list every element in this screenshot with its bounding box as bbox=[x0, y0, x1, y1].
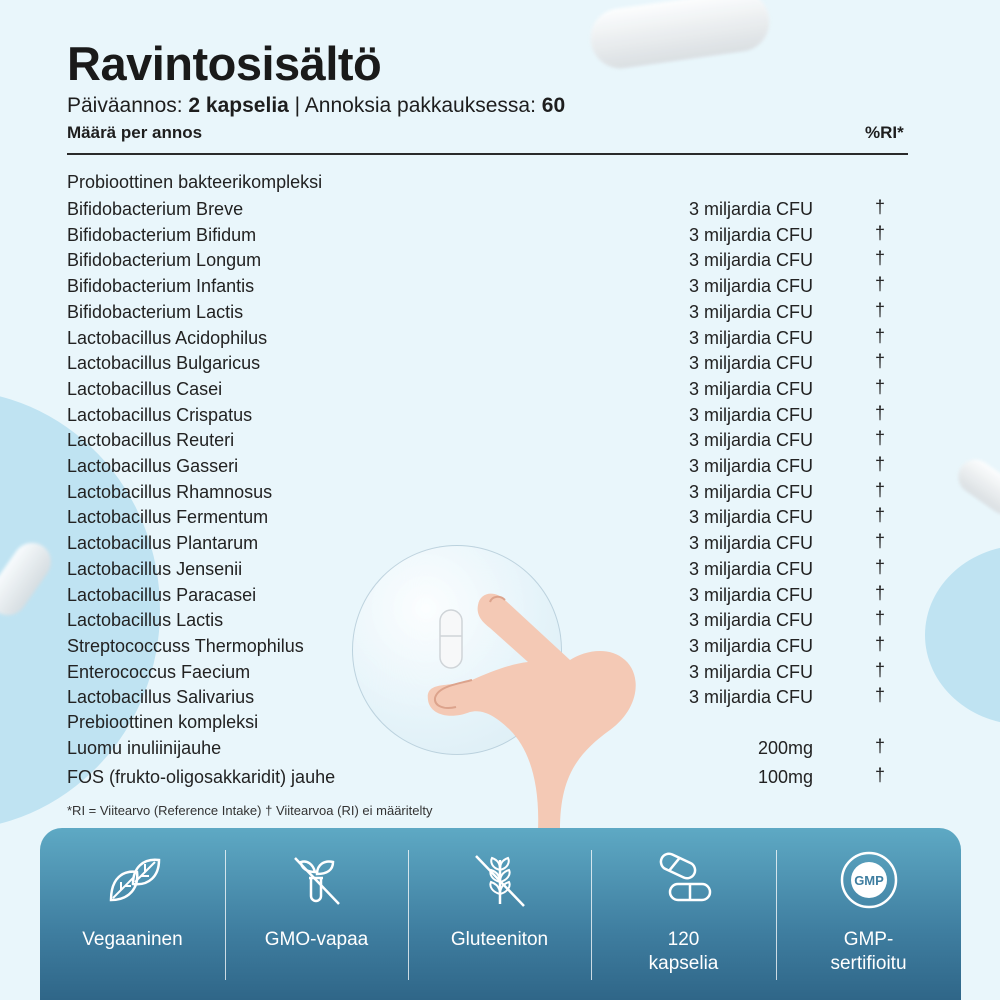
ingredient-amount: 3 miljardia CFU bbox=[688, 687, 813, 708]
ingredient-ri: † bbox=[875, 531, 886, 552]
gluten-free-icon bbox=[470, 850, 530, 910]
feature-label: Gluteeniton bbox=[450, 929, 549, 950]
feature-label: GMO-vapaa bbox=[264, 929, 369, 950]
ingredient-ri: † bbox=[875, 454, 886, 474]
ingredient-ri: † bbox=[875, 197, 886, 217]
feature-label: GMP- sertifioitu bbox=[830, 929, 907, 974]
ingredient-amount: 3 miljardia CFU bbox=[688, 276, 813, 297]
ingredient-name: Lactobacillus Reuteri bbox=[67, 430, 235, 451]
ingredient-name: Lactobacillus Fermentum bbox=[67, 507, 269, 528]
ingredient-name: Lactobacillus Casei bbox=[67, 378, 223, 399]
ingredient-name: Bifidobacterium Infantis bbox=[67, 276, 255, 297]
ingredient-ri: † bbox=[875, 685, 886, 706]
ingredient-ri: † bbox=[875, 248, 886, 269]
table-row bbox=[67, 533, 897, 557]
table-row bbox=[67, 738, 897, 762]
table-row bbox=[67, 376, 897, 403]
table-row bbox=[67, 250, 897, 274]
serving-separator: | Annoksia pakkauksessa: bbox=[288, 94, 542, 117]
ingredient-ri: † bbox=[875, 376, 886, 397]
ingredient-name: Bifidobacterium Longum bbox=[67, 250, 262, 271]
ingredient-name: Lactobacillus Lactis bbox=[67, 610, 224, 631]
ingredient-ri: † bbox=[875, 299, 886, 320]
ingredient-name: Lactobacillus Acidophilus bbox=[67, 327, 268, 348]
feature-gluten-free bbox=[408, 828, 591, 1000]
table-row bbox=[67, 479, 897, 506]
ingredient-ri: † bbox=[875, 608, 886, 629]
section-heading bbox=[67, 172, 897, 196]
table-row bbox=[67, 402, 897, 429]
table-header-amount: Määrä per annos bbox=[67, 123, 203, 142]
table-row bbox=[67, 456, 897, 480]
serving-value: 2 kapselia bbox=[188, 94, 289, 117]
feature-gmp bbox=[776, 828, 961, 1000]
ingredient-ri: † bbox=[875, 505, 886, 526]
ingredient-name: Bifidobacterium Breve bbox=[67, 199, 244, 219]
ingredient-name: Lactobacillus Rhamnosus bbox=[67, 481, 273, 502]
ingredient-name: Lactobacillus Gasseri bbox=[67, 456, 239, 476]
table-row bbox=[67, 299, 897, 326]
ingredient-name: Enterococcus Faecium bbox=[67, 661, 251, 682]
ingredient-name: Lactobacillus Paracasei bbox=[67, 584, 257, 605]
serving-info bbox=[67, 94, 565, 118]
ingredient-amount: 3 miljardia CFU bbox=[688, 353, 813, 374]
feature-label: Vegaaninen bbox=[82, 929, 183, 950]
table-row bbox=[67, 507, 897, 531]
ingredient-amount: 3 miljardia CFU bbox=[688, 250, 813, 271]
feature-gmo-free bbox=[225, 828, 408, 1000]
ingredient-ri: † bbox=[875, 402, 886, 423]
table-row bbox=[67, 687, 897, 711]
table-row bbox=[67, 222, 897, 249]
ingredient-name: FOS (frukto-oligosakkaridit) jauhe bbox=[67, 767, 336, 787]
ingredient-amount: 3 miljardia CFU bbox=[688, 481, 813, 502]
table-row bbox=[67, 767, 897, 791]
ingredient-ri: † bbox=[875, 736, 886, 756]
ingredient-amount: 3 miljardia CFU bbox=[688, 378, 813, 399]
ingredient-amount: 3 miljardia CFU bbox=[688, 635, 813, 656]
serving-label: Päiväannos: bbox=[67, 94, 189, 117]
ingredient-name: Streptococcuss Thermophilus bbox=[67, 635, 304, 656]
background-circle-right bbox=[925, 545, 1000, 725]
ingredient-amount: 3 miljardia CFU bbox=[688, 661, 813, 682]
table-row bbox=[67, 353, 897, 377]
section-heading bbox=[67, 712, 897, 736]
table-row bbox=[67, 659, 897, 686]
ingredient-ri: † bbox=[875, 582, 886, 603]
ingredient-ri: † bbox=[875, 556, 886, 577]
capsules-icon bbox=[654, 850, 714, 910]
ingredient-amount: 3 miljardia CFU bbox=[688, 199, 813, 219]
table-row bbox=[67, 582, 897, 609]
feature-banner bbox=[40, 828, 961, 1000]
ingredient-ri: † bbox=[875, 479, 886, 500]
header-divider bbox=[67, 153, 908, 155]
ingredient-name: Bifidobacterium Lactis bbox=[67, 301, 244, 322]
ingredient-amount: 100mg bbox=[757, 767, 813, 787]
ingredient-amount: 3 miljardia CFU bbox=[688, 224, 813, 245]
ingredient-name: Lactobacillus Bulgaricus bbox=[67, 353, 261, 374]
ingredient-ri: † bbox=[875, 351, 886, 372]
ingredient-name: Prebioottinen kompleksi bbox=[67, 712, 259, 732]
page-title: Ravintosisältö bbox=[67, 37, 382, 90]
table-row bbox=[67, 610, 897, 634]
ingredient-ri: † bbox=[875, 274, 886, 295]
table-row bbox=[67, 276, 897, 300]
footnote: *RI = Viitearvo (Reference Intake) † Viitearvoa (RI) ei määritelty bbox=[67, 803, 433, 818]
gmp-seal-icon bbox=[839, 850, 899, 910]
table-row bbox=[67, 633, 897, 660]
ingredient-name: Lactobacillus Salivarius bbox=[67, 687, 255, 708]
table-row bbox=[67, 556, 897, 583]
ingredient-amount: 3 miljardia CFU bbox=[688, 404, 813, 425]
ingredient-amount: 3 miljardia CFU bbox=[688, 507, 813, 528]
capsule-decoration bbox=[952, 453, 1000, 521]
ingredient-name: Lactobacillus Plantarum bbox=[67, 533, 259, 554]
gmp-badge-text: GMP bbox=[853, 873, 884, 888]
ingredient-ri: † bbox=[875, 222, 886, 243]
feature-label: 120 kapselia bbox=[648, 929, 719, 974]
ingredient-amount: 3 miljardia CFU bbox=[688, 456, 813, 476]
feature-capsule-count bbox=[591, 828, 776, 1000]
ingredient-amount: 3 miljardia CFU bbox=[688, 327, 813, 348]
ingredient-ri: † bbox=[875, 659, 886, 680]
ingredient-ri: † bbox=[875, 428, 886, 449]
ingredient-ri: † bbox=[875, 765, 886, 785]
ingredient-amount: 3 miljardia CFU bbox=[688, 558, 813, 579]
ingredient-name: Lactobacillus Jensenii bbox=[67, 558, 243, 579]
ingredient-name: Lactobacillus Crispatus bbox=[67, 404, 253, 425]
table-row bbox=[67, 325, 897, 352]
ingredient-name: Probioottinen bakteerikompleksi bbox=[67, 172, 323, 192]
leaves-icon bbox=[103, 850, 163, 910]
table-header-ri: %RI* bbox=[865, 123, 904, 142]
table-row bbox=[67, 199, 897, 223]
ingredient-amount: 200mg bbox=[757, 738, 813, 758]
ingredient-name: Bifidobacterium Bifidum bbox=[67, 224, 257, 245]
ingredient-amount: 3 miljardia CFU bbox=[688, 430, 813, 451]
ingredient-name: Luomu inuliinijauhe bbox=[67, 738, 222, 758]
ingredient-amount: 3 miljardia CFU bbox=[688, 301, 813, 322]
feature-vegan bbox=[40, 828, 225, 1000]
ingredient-ri: † bbox=[875, 633, 886, 654]
table-row bbox=[67, 430, 897, 454]
servings-count: 60 bbox=[541, 94, 566, 117]
ingredient-amount: 3 miljardia CFU bbox=[688, 584, 813, 605]
capsule-decoration bbox=[587, 0, 774, 72]
no-gmo-icon bbox=[287, 850, 347, 910]
ingredient-amount: 3 miljardia CFU bbox=[688, 610, 813, 631]
ingredient-ri: † bbox=[875, 325, 886, 346]
ingredient-amount: 3 miljardia CFU bbox=[688, 533, 813, 554]
